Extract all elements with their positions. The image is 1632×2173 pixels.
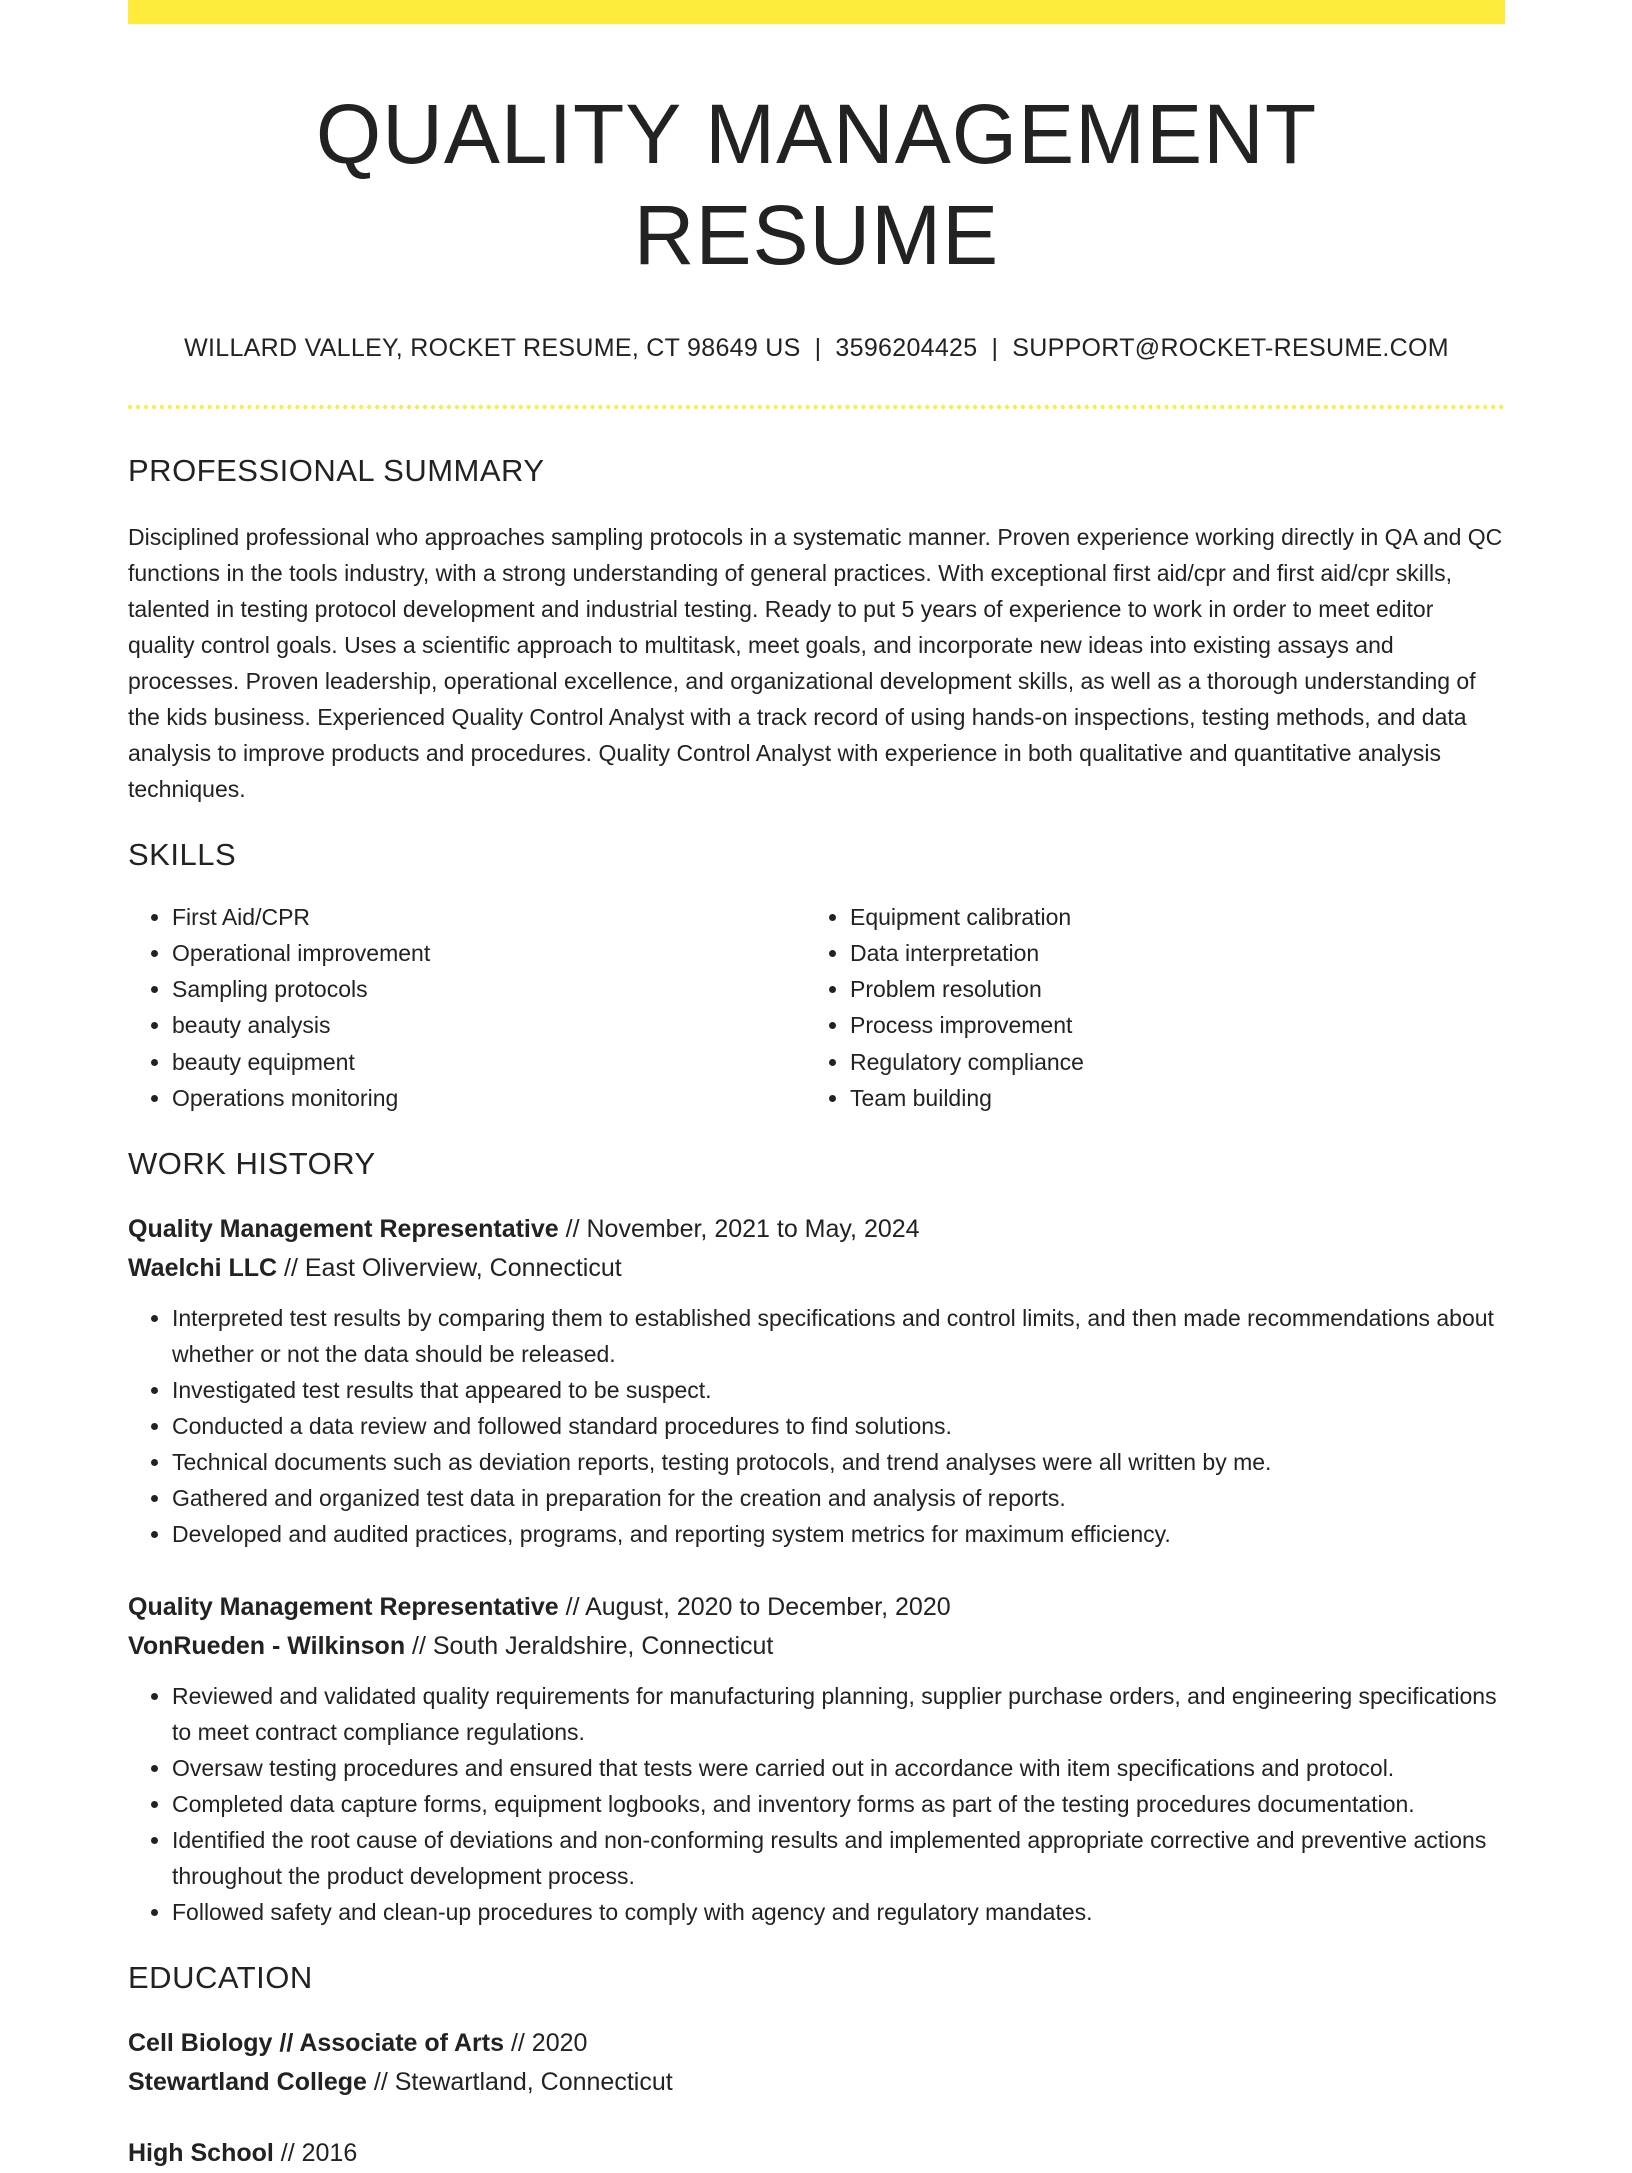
skill-item: • Operations monitoring (172, 1080, 806, 1116)
skill-item: • Team building (850, 1080, 1484, 1116)
job-bullet: • Technical documents such as deviation reports, testing protocols, and trend analyses were all written by me. (172, 1444, 1505, 1480)
education-degree-line (128, 2134, 1505, 2173)
job-dates: // November, 2021 to May, 2024 (558, 1215, 920, 1244)
skill-item: • beauty equipment (172, 1044, 806, 1080)
job-bullet: • Developed and audited practices, programs, and reporting system metrics for maximum efficiency. (172, 1516, 1505, 1552)
education-year: // 2016 (273, 2139, 358, 2168)
job-title-line (128, 1210, 1505, 1249)
job-company: VonRueden - Wilkinson (128, 1632, 406, 1661)
education-degree: High School (128, 2139, 274, 2168)
resume-content (128, 24, 1505, 2173)
job-bullet: • Oversaw testing procedures and ensured that tests were carried out in accordance with item specifications and protocol. (172, 1750, 1505, 1786)
education-school-line (128, 2063, 1505, 2102)
resume-title: QUALITY MANAGEMENT RESUME (315, 87, 1318, 282)
summary-heading: PROFESSIONAL SUMMARY (128, 452, 545, 488)
skill-item: • Regulatory compliance (850, 1044, 1484, 1080)
job-location: // East Oliverview, Connecticut (277, 1254, 622, 1283)
skill-item: • Data interpretation (850, 935, 1484, 971)
education-degree: Cell Biology // Associate of Arts (128, 2029, 505, 2058)
job-bullets (128, 1300, 1505, 1552)
job-title-line (128, 1588, 1505, 1627)
job-company-line (128, 1627, 1505, 1666)
job-bullet: • Gathered and organized test data in preparation for the creation and analysis of reports. (172, 1480, 1505, 1516)
contact-line (128, 334, 1505, 363)
skill-item: • Process improvement (850, 1007, 1484, 1043)
skills-list (128, 899, 1505, 1117)
education-school: Stewartland College (128, 2068, 367, 2097)
education-location: // Stewartland, Connecticut (366, 2068, 673, 2097)
contact-address: WILLARD VALLEY, ROCKET RESUME, CT 98649 US (184, 333, 801, 362)
job-location: // South Jeraldshire, Connecticut (405, 1632, 774, 1661)
contact-phone: 3596204425 (835, 333, 978, 362)
contact-separator: | (814, 333, 822, 362)
job-bullet: • Reviewed and validated quality requirements for manufacturing planning, supplier purchase orders, and engineering specifications to meet contract compliance regulations. (172, 1678, 1505, 1750)
skills-heading: SKILLS (128, 836, 237, 872)
skill-item: • Sampling protocols (172, 971, 806, 1007)
skills-column-right (806, 899, 1484, 1117)
job-entry-1 (128, 1210, 1505, 1552)
accent-top-bar (128, 0, 1505, 24)
education-degree-line (128, 2024, 1505, 2063)
skill-item: • Problem resolution (850, 971, 1484, 1007)
job-title: Quality Management Representative (128, 1593, 559, 1622)
contact-separator: | (991, 333, 999, 362)
education-year: // 2020 (504, 2029, 588, 2058)
job-bullet: • Completed data capture forms, equipment logbooks, and inventory forms as part of the testing procedures documentation. (172, 1786, 1505, 1822)
job-bullet: • Interpreted test results by comparing them to established specifications and control limits, and then made recommendations about whether or not the data should be released. (172, 1300, 1505, 1372)
job-title: Quality Management Representative (128, 1215, 559, 1244)
skill-item: • First Aid/CPR (172, 899, 806, 935)
job-bullet: • Followed safety and clean-up procedures to comply with agency and regulatory mandates. (172, 1894, 1505, 1930)
contact-email: SUPPORT@ROCKET-RESUME.COM (1012, 333, 1449, 362)
dotted-divider (128, 405, 1505, 409)
job-bullet: • Investigated test results that appeared to be suspect. (172, 1372, 1505, 1408)
skills-column-left (128, 899, 806, 1117)
job-company-line (128, 1249, 1505, 1288)
job-company: Waelchi LLC (128, 1254, 278, 1283)
skill-item: • Operational improvement (172, 935, 806, 971)
skill-item: • Equipment calibration (850, 899, 1484, 935)
job-dates: // August, 2020 to December, 2020 (558, 1593, 951, 1622)
job-bullet: • Conducted a data review and followed standard procedures to find solutions. (172, 1408, 1505, 1444)
education-entry-2 (128, 2134, 1505, 2173)
summary-text: Disciplined professional who approaches sampling protocols in a systematic manner. Proven experience working directly in QA and QC functions in the tools industry, with a strong understanding of general practices. With exceptional first aid/cpr and first aid/cpr skills, talented in testing protocol development and industrial testing. Ready to put 5 years of experience to work in order to meet editor quality control goals. Uses a scientific approach to multitask, meet goals, and incorporate new ideas into existing assays and processes. Proven leadership, operational excellence, and organizational development skills, as well as a thorough understanding of the kids business. Experienced Quality Control Analyst with a track record of using hands-on inspections, testing methods, and data analysis to improve products and procedures. Quality Control Analyst with experience in both qualitative and quantitative analysis techniques. (128, 523, 1503, 802)
job-bullets (128, 1678, 1505, 1930)
education-heading: EDUCATION (128, 1960, 313, 1996)
skill-item: • beauty analysis (172, 1007, 806, 1043)
job-entry-2 (128, 1588, 1505, 1930)
work-history-heading: WORK HISTORY (128, 1146, 376, 1182)
job-bullet: • Identified the root cause of deviations and non-conforming results and implemented appropriate corrective and preventive actions throughout the product development process. (172, 1822, 1505, 1894)
education-entry-1 (128, 2024, 1505, 2102)
